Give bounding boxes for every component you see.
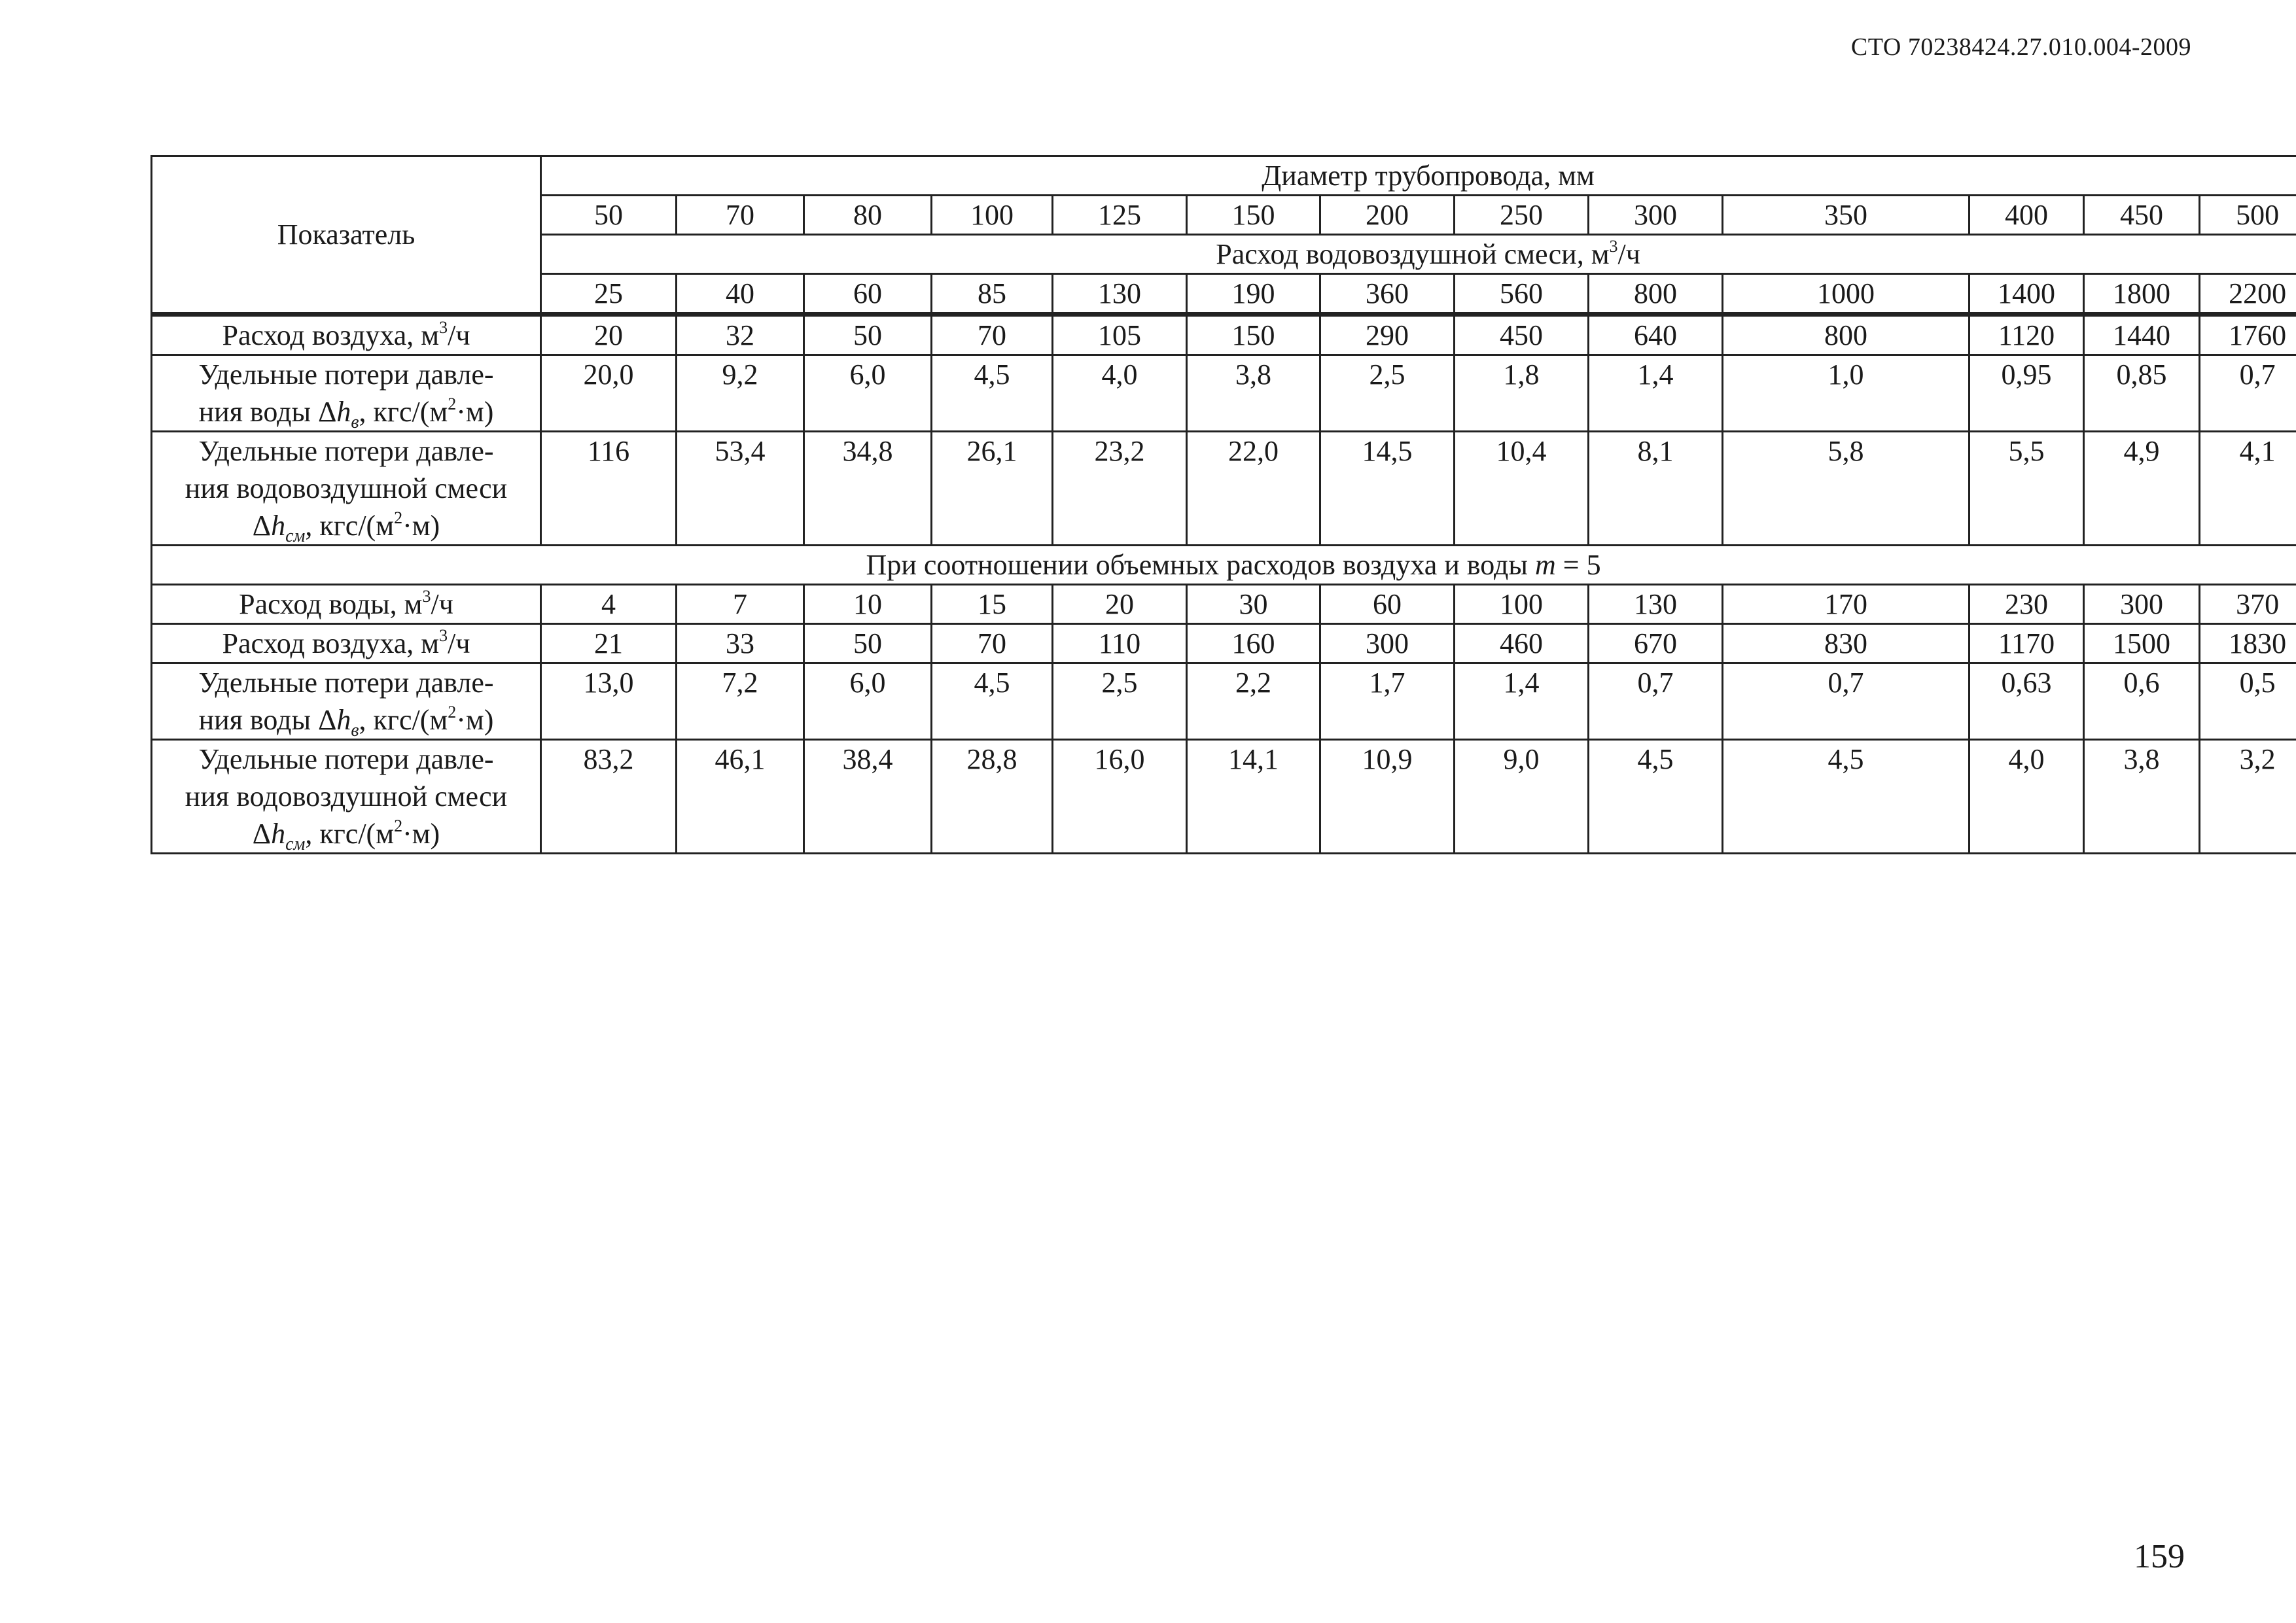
header-row-diameter-title bbox=[152, 156, 2296, 196]
mix-flow-cell: 1800 bbox=[2084, 274, 2200, 315]
mix-flow-cell: 560 bbox=[1455, 274, 1589, 315]
table-cell: 8,1 bbox=[1589, 432, 1723, 546]
indicator-header: Показатель bbox=[152, 156, 541, 315]
table-cell: 4,5 bbox=[1723, 740, 1969, 854]
table-cell: 1170 bbox=[1969, 624, 2084, 663]
table-cell: 53,4 bbox=[677, 432, 804, 546]
table-cell: 670 bbox=[1589, 624, 1723, 663]
table-cell: 230 bbox=[1969, 585, 2084, 624]
diameter-cell: 350 bbox=[1723, 196, 1969, 235]
mix-flow-cell: 190 bbox=[1187, 274, 1320, 315]
table-cell: 130 bbox=[1589, 585, 1723, 624]
table-cell: 450 bbox=[1455, 315, 1589, 355]
document-code: СТО 70238424.27.010.004-2009 bbox=[1850, 33, 2191, 61]
section-row bbox=[152, 546, 2296, 585]
table-row bbox=[152, 315, 2296, 355]
table-cell: 28,8 bbox=[932, 740, 1053, 854]
table-cell: 0,95 bbox=[1969, 355, 2084, 432]
diameter-cell: 50 bbox=[541, 196, 677, 235]
table-cell: 3,8 bbox=[2084, 740, 2200, 854]
diameter-cell: 450 bbox=[2084, 196, 2200, 235]
table-cell: 105 bbox=[1053, 315, 1187, 355]
table-cell: 290 bbox=[1320, 315, 1455, 355]
table-cell: 160 bbox=[1187, 624, 1320, 663]
diameter-cell: 400 bbox=[1969, 196, 2084, 235]
mix-flow-cell: 1000 bbox=[1723, 274, 1969, 315]
table-cell: 170 bbox=[1723, 585, 1969, 624]
table-cell: 0,63 bbox=[1969, 663, 2084, 740]
table-cell: 15 bbox=[932, 585, 1053, 624]
table-cell: 1440 bbox=[2084, 315, 2200, 355]
section-title: При соотношении объемных расходов воздуха и воды m = 5 bbox=[152, 546, 2296, 585]
table-cell: 5,8 bbox=[1723, 432, 1969, 546]
table-cell: 4,1 bbox=[2200, 432, 2296, 546]
table-cell: 22,0 bbox=[1187, 432, 1320, 546]
data-table bbox=[150, 155, 2296, 854]
table-cell: 0,7 bbox=[2200, 355, 2296, 432]
table-cell: 1,4 bbox=[1589, 355, 1723, 432]
row-label: Удельные потери давле- ния воды $\Delta h_в$, кгс/$(м^2\cdot м)$ bbox=[152, 663, 541, 740]
diameter-cell: 70 bbox=[677, 196, 804, 235]
table-cell: 300 bbox=[1320, 624, 1455, 663]
table-cell: 38,4 bbox=[804, 740, 932, 854]
table-row bbox=[152, 663, 2296, 740]
row-label: Удельные потери давле- ния воды $\Delta h_в$, кгс/$(м^2\cdot м)$ bbox=[152, 355, 541, 432]
table-cell: 2,5 bbox=[1320, 355, 1455, 432]
table-cell: 3,8 bbox=[1187, 355, 1320, 432]
table-cell: 0,7 bbox=[1589, 663, 1723, 740]
table-cell: 10,4 bbox=[1455, 432, 1589, 546]
table-cell: 10,9 bbox=[1320, 740, 1455, 854]
diameter-cell: 125 bbox=[1053, 196, 1187, 235]
table-cell: 4,0 bbox=[1053, 355, 1187, 432]
table-cell: 10 bbox=[804, 585, 932, 624]
row-label: Удельные потери давле- ния водовоздушной смеси $\Delta h_{см}$, кгс/$(м^2\cdot м)$ bbox=[152, 432, 541, 546]
table-cell: 34,8 bbox=[804, 432, 932, 546]
table-cell: 0,7 bbox=[1723, 663, 1969, 740]
table-cell: 460 bbox=[1455, 624, 1589, 663]
table-cell: 7,2 bbox=[677, 663, 804, 740]
table-cell: 9,0 bbox=[1455, 740, 1589, 854]
table-cell: 1120 bbox=[1969, 315, 2084, 355]
table-cell: 2,5 bbox=[1053, 663, 1187, 740]
table-cell: 1830 bbox=[2200, 624, 2296, 663]
table-cell: 1,0 bbox=[1723, 355, 1969, 432]
table-cell: 116 bbox=[541, 432, 677, 546]
diameter-cell: 100 bbox=[932, 196, 1053, 235]
mix-flow-header: Расход водовоздушной смеси, $м^3/ч$ bbox=[541, 235, 2296, 274]
table-cell: 4,5 bbox=[1589, 740, 1723, 854]
table-row bbox=[152, 585, 2296, 624]
table-cell: 4,0 bbox=[1969, 740, 2084, 854]
table-cell: 150 bbox=[1187, 315, 1320, 355]
table-cell: 23,2 bbox=[1053, 432, 1187, 546]
table-cell: 20,0 bbox=[541, 355, 677, 432]
table-cell: 70 bbox=[932, 624, 1053, 663]
mix-flow-cell: 40 bbox=[677, 274, 804, 315]
table-cell: 50 bbox=[804, 315, 932, 355]
mix-flow-cell: 1400 bbox=[1969, 274, 2084, 315]
table-cell: 70 bbox=[932, 315, 1053, 355]
row-label: Расход воды, $м^3/ч$ bbox=[152, 585, 541, 624]
table-row bbox=[152, 740, 2296, 854]
table-cell: 6,0 bbox=[804, 663, 932, 740]
table-cell: 9,2 bbox=[677, 355, 804, 432]
diameter-cell: 80 bbox=[804, 196, 932, 235]
table-cell: 800 bbox=[1723, 315, 1969, 355]
table-cell: 13,0 bbox=[541, 663, 677, 740]
table-cell: 7 bbox=[677, 585, 804, 624]
table-cell: 830 bbox=[1723, 624, 1969, 663]
table-cell: 1,7 bbox=[1320, 663, 1455, 740]
diameter-cell: 150 bbox=[1187, 196, 1320, 235]
table-cell: 16,0 bbox=[1053, 740, 1187, 854]
table-cell: 3,2 bbox=[2200, 740, 2296, 854]
table-cell: 30 bbox=[1187, 585, 1320, 624]
table-cell: 26,1 bbox=[932, 432, 1053, 546]
table-cell: 640 bbox=[1589, 315, 1723, 355]
table-cell: 6,0 bbox=[804, 355, 932, 432]
diameter-header: Диаметр трубопровода, мм bbox=[541, 156, 2296, 196]
table-cell: 1,4 bbox=[1455, 663, 1589, 740]
table-cell: 4,5 bbox=[932, 355, 1053, 432]
table-body bbox=[152, 156, 2296, 854]
mix-flow-cell: 800 bbox=[1589, 274, 1723, 315]
table-cell: 32 bbox=[677, 315, 804, 355]
table-cell: 100 bbox=[1455, 585, 1589, 624]
table-cell: 0,5 bbox=[2200, 663, 2296, 740]
table-cell: 14,1 bbox=[1187, 740, 1320, 854]
diameter-cell: 200 bbox=[1320, 196, 1455, 235]
table-cell: 1760 bbox=[2200, 315, 2296, 355]
row-label: Расход воздуха, $м^3/ч$ bbox=[152, 624, 541, 663]
table-cell: 46,1 bbox=[677, 740, 804, 854]
mix-flow-cell: 2200 bbox=[2200, 274, 2296, 315]
mix-flow-cell: 130 bbox=[1053, 274, 1187, 315]
table-cell: 4,5 bbox=[932, 663, 1053, 740]
table-cell: 20 bbox=[1053, 585, 1187, 624]
row-label: Удельные потери давле- ния водовоздушной смеси $\Delta h_{см}$, кгс/$(м^2\cdot м)$ bbox=[152, 740, 541, 854]
table-cell: 60 bbox=[1320, 585, 1455, 624]
diameter-cell: 250 bbox=[1455, 196, 1589, 235]
table-cell: 1500 bbox=[2084, 624, 2200, 663]
table-row bbox=[152, 432, 2296, 546]
table-cell: 370 bbox=[2200, 585, 2296, 624]
table-cell: 110 bbox=[1053, 624, 1187, 663]
table-row bbox=[152, 355, 2296, 432]
mix-flow-cell: 360 bbox=[1320, 274, 1455, 315]
table-cell: 21 bbox=[541, 624, 677, 663]
table-row bbox=[152, 624, 2296, 663]
table-cell: 1,8 bbox=[1455, 355, 1589, 432]
table-cell: 0,85 bbox=[2084, 355, 2200, 432]
diameter-cell: 500 bbox=[2200, 196, 2296, 235]
mix-flow-cell: 25 bbox=[541, 274, 677, 315]
table-cell: 0,6 bbox=[2084, 663, 2200, 740]
table-cell: 5,5 bbox=[1969, 432, 2084, 546]
diameter-cell: 300 bbox=[1589, 196, 1723, 235]
mix-flow-cell: 60 bbox=[804, 274, 932, 315]
row-label: Расход воздуха, $м^3/ч$ bbox=[152, 315, 541, 355]
table-cell: 14,5 bbox=[1320, 432, 1455, 546]
table-cell: 4 bbox=[541, 585, 677, 624]
page-number: 159 bbox=[2134, 1538, 2185, 1575]
table-cell: 20 bbox=[541, 315, 677, 355]
table-cell: 33 bbox=[677, 624, 804, 663]
table-cell: 2,2 bbox=[1187, 663, 1320, 740]
table-cell: 4,9 bbox=[2084, 432, 2200, 546]
table-cell: 300 bbox=[2084, 585, 2200, 624]
table-cell: 50 bbox=[804, 624, 932, 663]
table-cell: 83,2 bbox=[541, 740, 677, 854]
mix-flow-cell: 85 bbox=[932, 274, 1053, 315]
